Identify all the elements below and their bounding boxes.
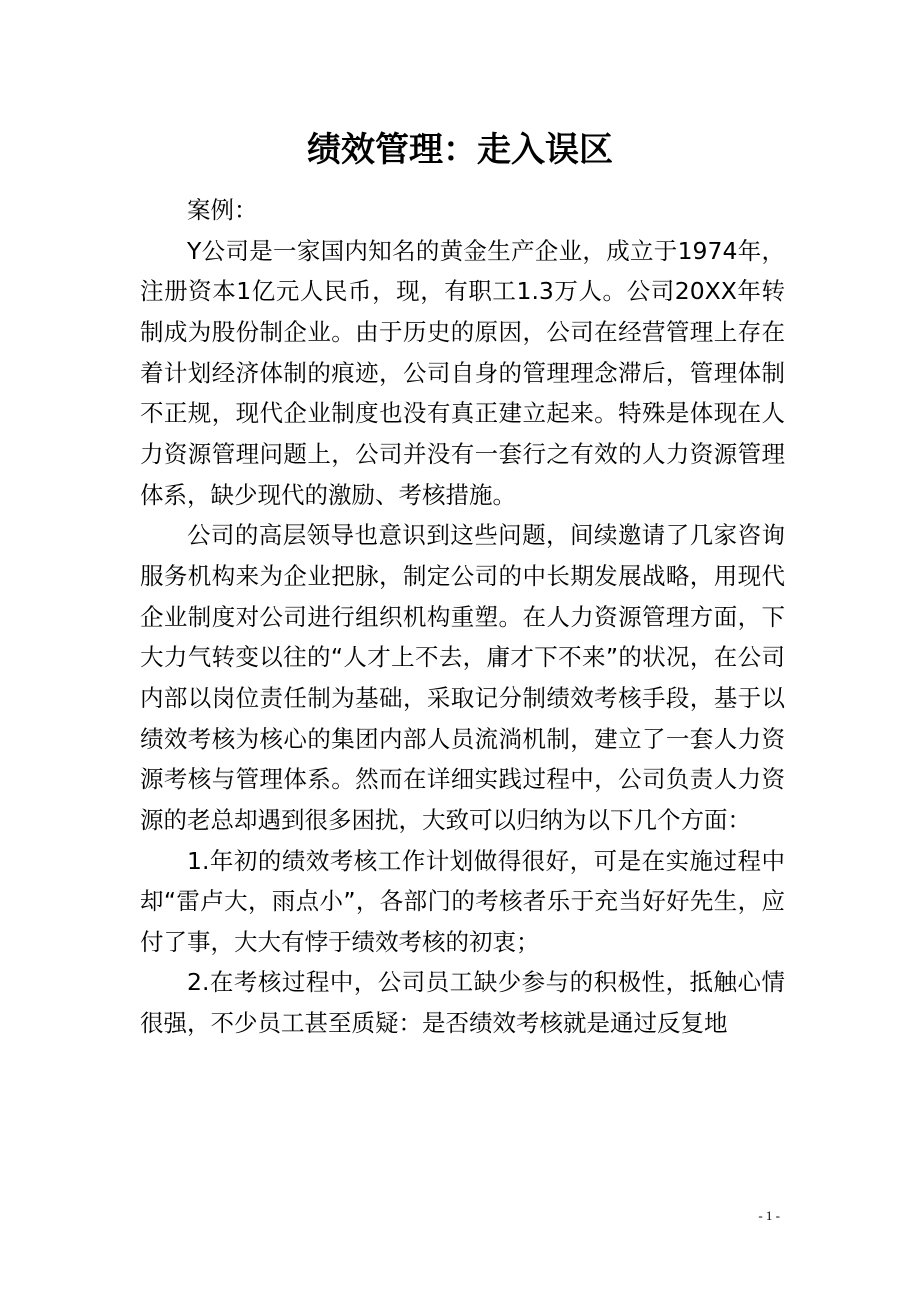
paragraph-company-background: Y公司是一家国内知名的黄金生产企业，成立于1974年，注册资本1亿元人民币，现，有职工1.3万人。公司20XX年转制成为股份制企业。由于历史的原因，公司在经营管理上存在着计划经济体制的痕迹，公司自身的管理理念滞后，管理体制不正规，现代企业制度也没有真正建立起来。特殊是体现在人力资源管理问题上，公司并没有一套行之有效的人力资源管理体系，缺少现代的激励、考核措施。 [140,236,785,509]
paragraph-case-label: 案例： [187,196,258,224]
page-number: - 1 - [758,1208,780,1223]
paragraph-problem-1: 1.年初的绩效考核工作计划做得很好，可是在实施过程中却“雷卢大，雨点小”，各部门的考核者乐于充当好好先生，应付了事，大大有悖于绩效考核的初衷； [140,846,785,956]
document-title: 绩效管理：走入误区 [307,130,613,170]
paragraph-problem-2: 2.在考核过程中，公司员工缺少参与的积极性，抵触心情很强，不少员工甚至质疑：是否绩效考核就是通过反复地 [140,968,785,1038]
paragraph-management-reform: 公司的高层领导也意识到这些问题，间续邀请了几家咨询服务机构来为企业把脉，制定公司的中长期发展战略，用现代企业制度对公司进行组织机构重塑。在人力资源管理方面，下大力气转变以往的“人才上不去，庸才下不来”的状况，在公司内部以岗位责任制为基础，采取记分制绩效考核手段，基于以绩效考核为核心的集团内部人员流淌机制，建立了一套人力资源考核与管理体系。然而在详细实践过程中，公司负责人力资源的老总却遇到很多困扰，大致可以归纳为以下几个方面： [140,521,785,834]
document-body [140,190,785,1044]
